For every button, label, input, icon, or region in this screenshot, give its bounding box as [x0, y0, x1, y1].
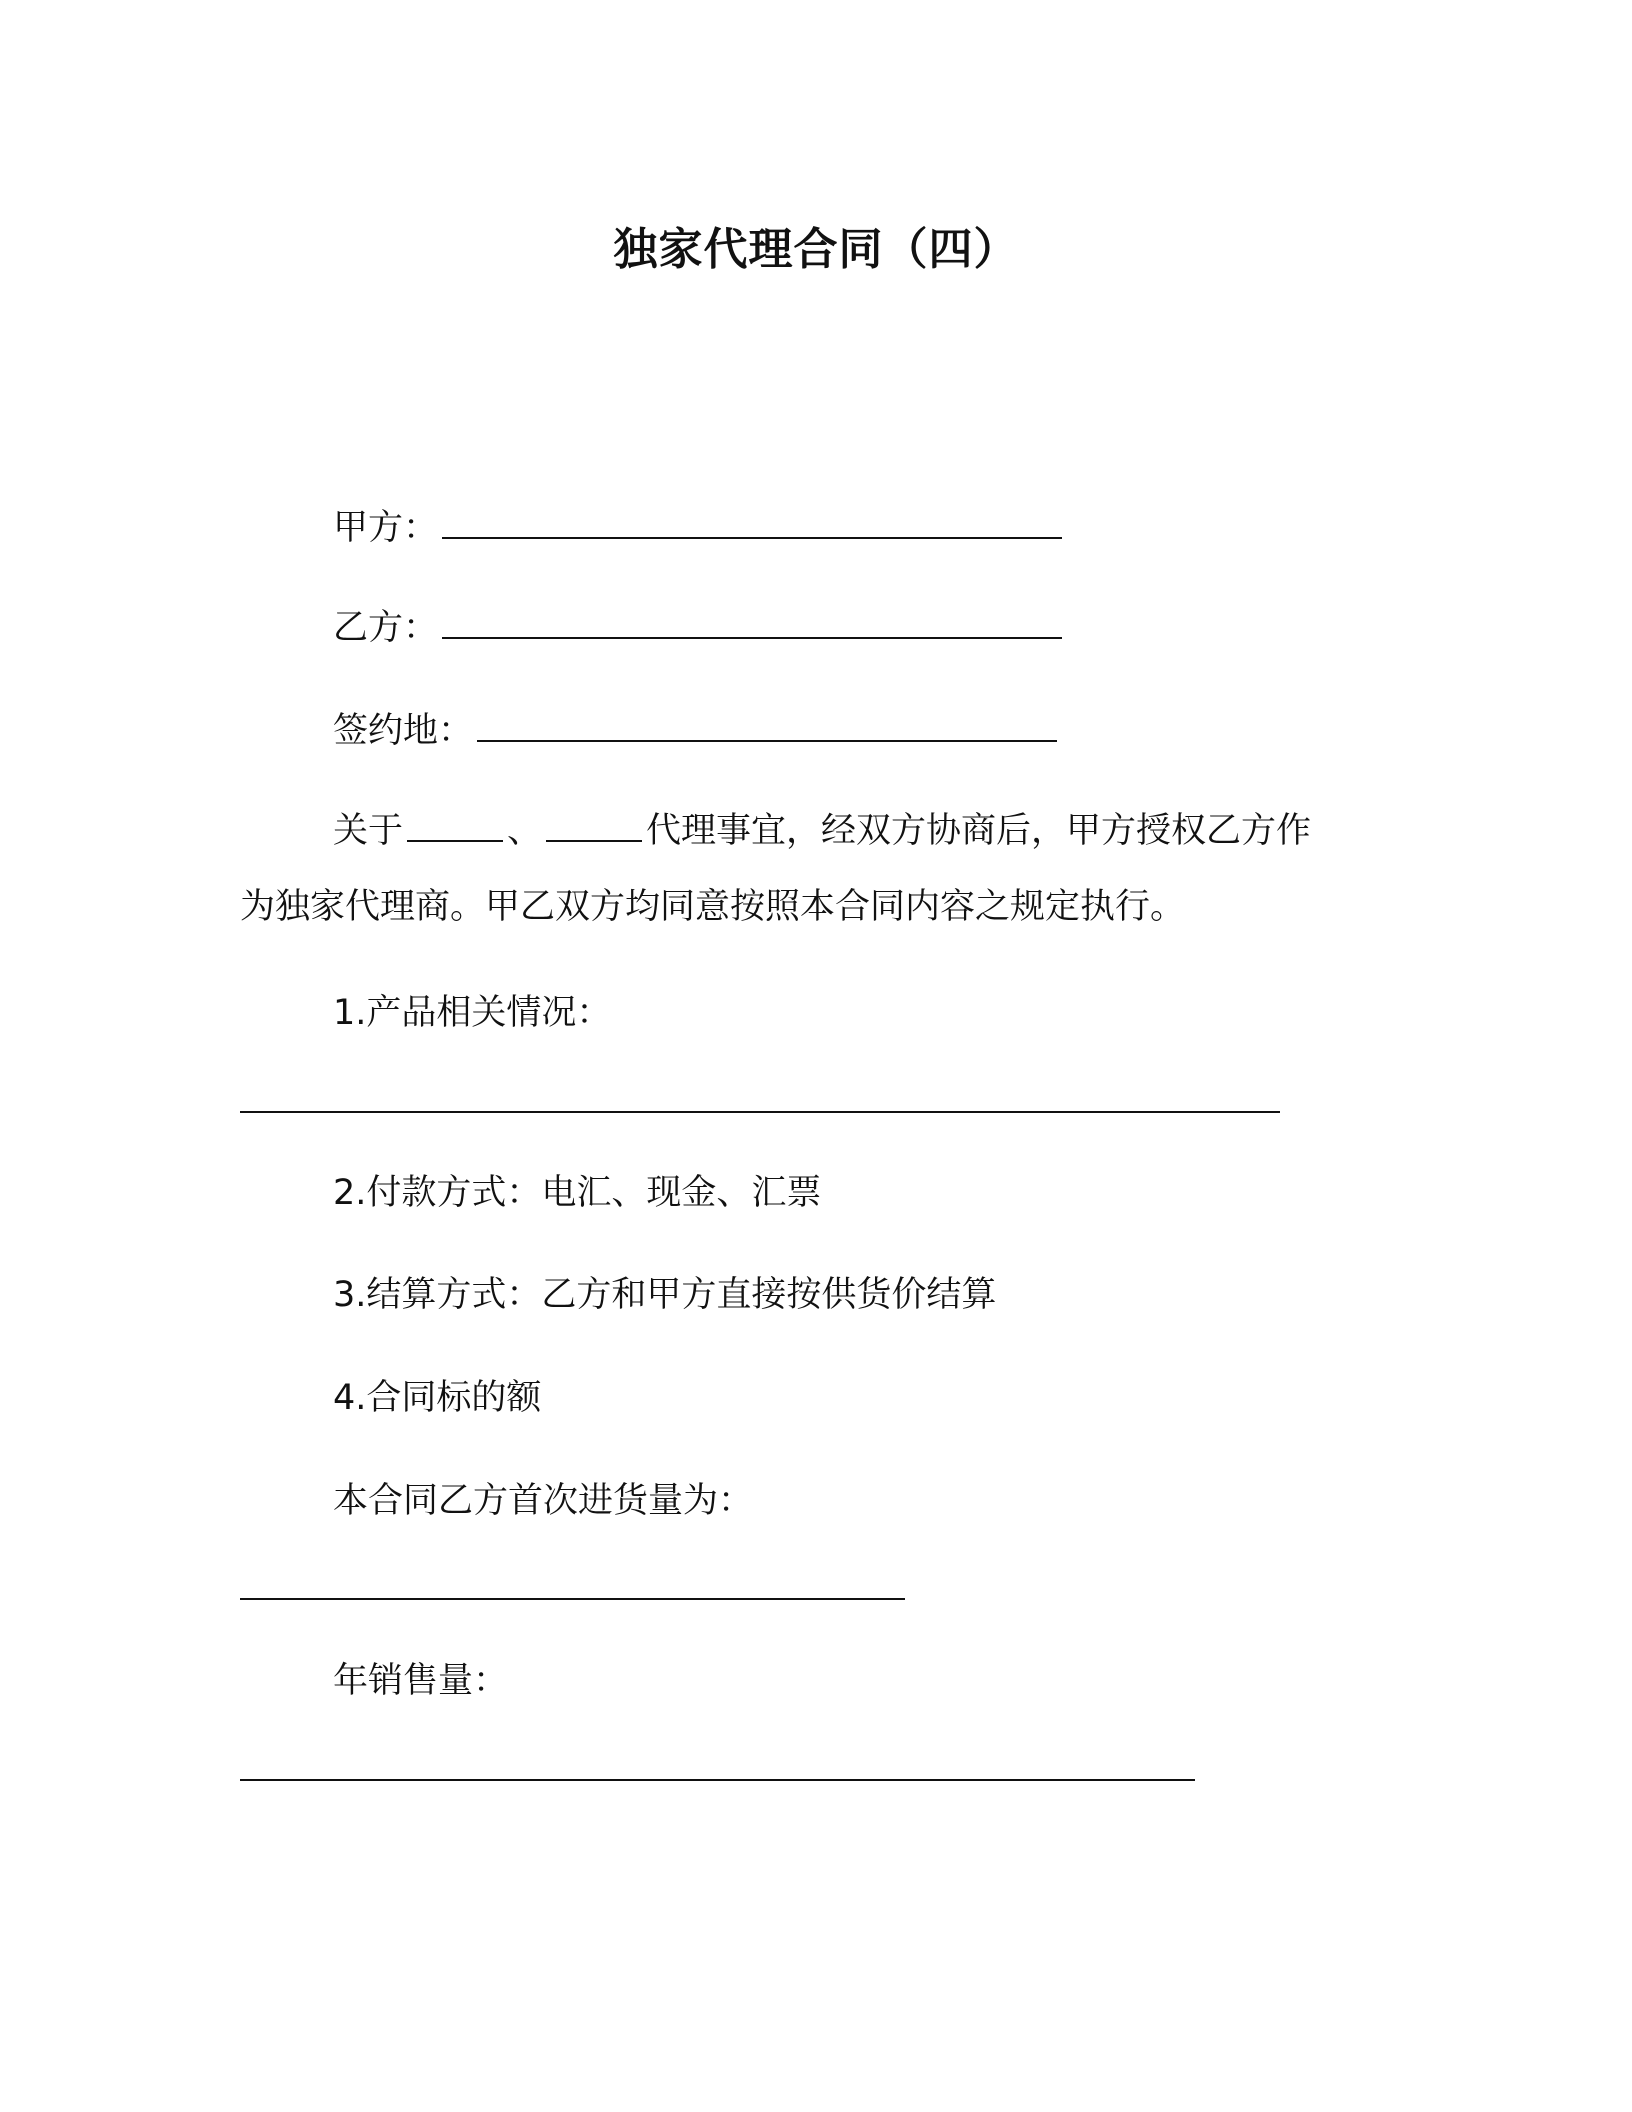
- party-a-line: [333, 505, 1066, 551]
- first-purchase-label: 本合同乙方首次进货量为：: [333, 1481, 754, 1521]
- party-b-blank[interactable]: [442, 607, 1062, 639]
- party-a-blank[interactable]: [442, 507, 1062, 539]
- intro-blank-2[interactable]: [546, 810, 642, 842]
- party-b-label: 乙方：: [333, 608, 439, 648]
- sign-place-blank[interactable]: [477, 710, 1057, 742]
- annual-sales-blank[interactable]: [240, 1779, 1195, 1781]
- intro-blank-1[interactable]: [407, 810, 503, 842]
- sign-place-label: 签约地：: [333, 711, 474, 751]
- sign-place-line: [333, 708, 1061, 754]
- item-1-blank[interactable]: [240, 1111, 1280, 1113]
- party-b-line: [333, 605, 1066, 651]
- intro-line-1: [333, 808, 1311, 854]
- item-2: 2.付款方式：电汇、现金、汇票: [333, 1173, 822, 1213]
- annual-sales-label: 年销售量：: [333, 1661, 509, 1701]
- item-1: 1.产品相关情况：: [333, 993, 612, 1033]
- intro-prefix: 关于: [333, 811, 404, 851]
- item-3: 3.结算方式：乙方和甲方直接按供货价结算: [333, 1275, 997, 1315]
- first-purchase-blank[interactable]: [240, 1598, 905, 1600]
- intro-line-2: 为独家代理商。甲乙双方均同意按照本合同内容之规定执行。: [240, 887, 1186, 927]
- party-a-label: 甲方：: [333, 508, 439, 548]
- intro-sep: 、: [507, 811, 543, 851]
- intro-mid: 代理事宜，经双方协商后，甲方授权乙方作: [646, 811, 1312, 851]
- item-4: 4.合同标的额: [333, 1378, 542, 1418]
- document-title: 独家代理合同（四）: [613, 224, 1019, 275]
